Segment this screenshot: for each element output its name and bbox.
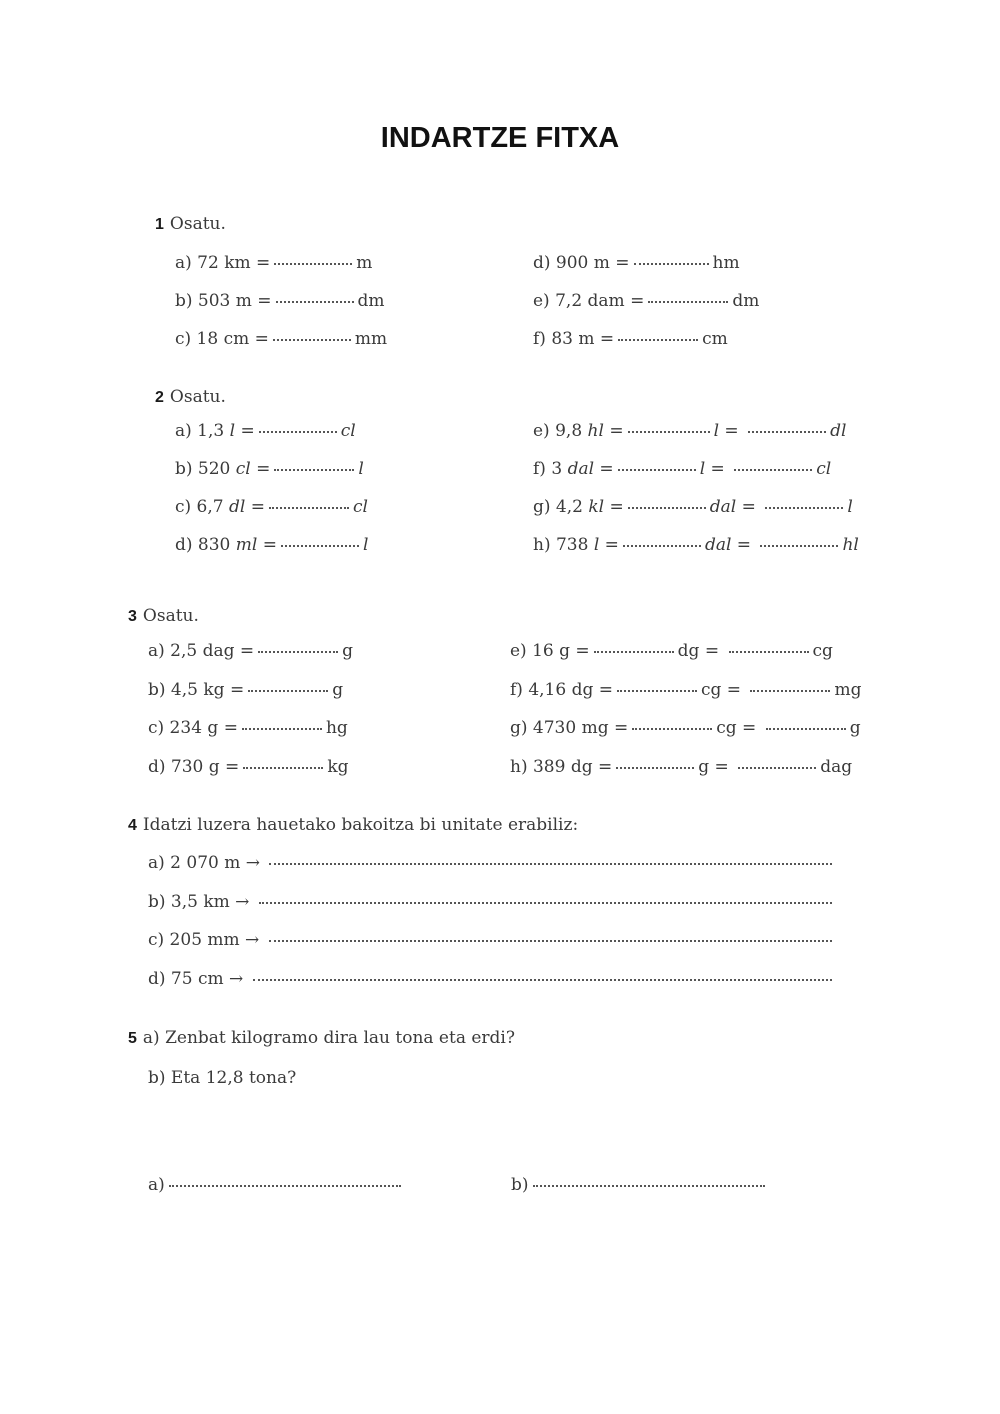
answer-blank[interactable] — [617, 689, 697, 692]
exercise-instruction: Osatu. — [169, 387, 226, 407]
answer-blank[interactable] — [269, 939, 832, 942]
result-unit: hg — [325, 718, 348, 738]
item-unit: kl — [588, 497, 605, 517]
answer-blank[interactable] — [634, 262, 709, 265]
item-label: a) 2 070 m → — [148, 853, 261, 873]
exercise-item — [175, 291, 385, 311]
exercise-item: g) 4730 mg = cg = g — [510, 718, 861, 738]
exercise-instruction: Idatzi luzera hauetako bakoitza bi unitate erabiliz: — [142, 815, 579, 835]
item-unit: dal — [567, 459, 595, 479]
answer-blank[interactable] — [766, 727, 846, 730]
exercise-3-heading — [128, 606, 199, 626]
result-unit: cg — [701, 680, 722, 700]
answer-blank[interactable] — [242, 727, 322, 730]
exercise-item — [533, 253, 740, 273]
answer-blank[interactable] — [269, 506, 349, 509]
result-unit: cm — [702, 329, 728, 349]
answer-blank[interactable] — [533, 1184, 765, 1187]
result-unit: l — [363, 535, 369, 555]
exercise-item — [533, 329, 728, 349]
item-unit: l — [229, 421, 236, 441]
result-unit: g — [342, 641, 354, 661]
exercise-item: c) 6,7 dl = cl — [175, 497, 368, 517]
item-label: a) 72 km = — [175, 253, 271, 273]
exercise-4-heading — [128, 815, 578, 835]
result-unit: dag — [820, 757, 853, 777]
item-label: b) 4,5 kg = — [148, 680, 245, 700]
result-unit: g — [332, 680, 344, 700]
answer-blank[interactable] — [259, 901, 832, 904]
item-label: d) 75 cm → — [148, 969, 244, 989]
item-label: d) 730 g = — [148, 757, 240, 777]
item-unit: l — [593, 535, 600, 555]
answer-blank[interactable] — [623, 544, 701, 547]
answer-blank[interactable] — [258, 650, 338, 653]
item-label: f) 3 — [533, 459, 563, 479]
exercise-item: f) 4,16 dg = cg = mg — [510, 680, 862, 700]
item-unit: ml — [235, 535, 258, 555]
result-unit: l — [699, 459, 706, 479]
answer-line — [511, 1175, 769, 1195]
item-label: e) 9,8 — [533, 421, 583, 441]
exercise-item — [175, 329, 387, 349]
item-label: c) 18 cm = — [175, 329, 269, 349]
result-unit: hl — [842, 535, 859, 555]
result-unit: cg — [716, 718, 737, 738]
exercise-item: f) 3 dal = l = cl — [533, 459, 832, 479]
page-title: INDARTZE FITXA — [380, 122, 620, 154]
result-unit: cl — [816, 459, 832, 479]
answer-blank[interactable] — [734, 468, 812, 471]
exercise-5-question-b: b) Eta 12,8 tona? — [148, 1068, 297, 1088]
answer-blank[interactable] — [243, 766, 323, 769]
item-label: g) 4730 mg = — [510, 718, 629, 738]
item-label: b) 3,5 km → — [148, 892, 250, 912]
answer-blank[interactable] — [648, 300, 728, 303]
exercise-2-heading — [155, 387, 226, 407]
result-unit: dm — [732, 291, 760, 311]
exercise-instruction: a) Zenbat kilogramo dira lau tona eta erdi? — [142, 1028, 515, 1048]
exercise-item: b) 520 cl = l — [175, 459, 364, 479]
answer-blank[interactable] — [616, 766, 694, 769]
answer-blank[interactable] — [618, 338, 698, 341]
result-unit: cl — [340, 421, 356, 441]
exercise-item — [148, 969, 836, 989]
answer-blank[interactable] — [274, 262, 352, 265]
result-unit: cg — [812, 641, 833, 661]
answer-blank[interactable] — [259, 430, 337, 433]
answer-blank[interactable] — [269, 862, 832, 865]
result-unit: dg — [677, 641, 700, 661]
exercise-number: 4 — [128, 817, 137, 834]
exercise-item: e) 16 g = dg = cg — [510, 641, 833, 661]
answer-blank[interactable] — [729, 650, 809, 653]
answer-blank[interactable] — [276, 300, 354, 303]
exercise-item — [533, 291, 759, 311]
exercise-item: a) 1,3 l = cl — [175, 421, 356, 441]
exercise-item — [148, 718, 348, 738]
answer-blank[interactable] — [765, 506, 843, 509]
item-label: h) 389 dg = — [510, 757, 613, 777]
result-unit: mm — [354, 329, 388, 349]
item-label: f) 4,16 dg = — [510, 680, 613, 700]
item-label: c) 6,7 — [175, 497, 224, 517]
item-label: a) 2,5 dag = — [148, 641, 255, 661]
result-unit: dm — [357, 291, 385, 311]
exercise-item: d) 830 ml = l — [175, 535, 369, 555]
answer-blank[interactable] — [738, 766, 816, 769]
exercise-5-heading — [128, 1028, 515, 1048]
item-label: f) 83 m = — [533, 329, 615, 349]
item-label: d) 900 m = — [533, 253, 630, 273]
exercise-item: e) 9,8 hl = l = dl — [533, 421, 847, 441]
result-unit: g — [698, 757, 710, 777]
answer-label: b) — [511, 1175, 529, 1195]
answer-blank[interactable] — [628, 506, 706, 509]
exercise-item: g) 4,2 kl = dal = l — [533, 497, 853, 517]
item-label: e) 16 g = — [510, 641, 590, 661]
answer-blank[interactable] — [281, 544, 359, 547]
answer-blank[interactable] — [594, 650, 674, 653]
result-unit: l — [713, 421, 720, 441]
exercise-number: 1 — [155, 216, 164, 233]
answer-blank[interactable] — [618, 468, 696, 471]
answer-label: a) — [148, 1175, 165, 1195]
item-label: h) 738 — [533, 535, 589, 555]
result-unit: dal — [704, 535, 732, 555]
result-unit: cl — [352, 497, 368, 517]
item-label: c) 234 g = — [148, 718, 238, 738]
answer-blank[interactable] — [274, 468, 354, 471]
exercise-item: h) 389 dg = g = dag — [510, 757, 853, 777]
item-label: e) 7,2 dam = — [533, 291, 645, 311]
exercise-item — [148, 680, 343, 700]
item-label: b) 520 — [175, 459, 231, 479]
result-unit: dl — [830, 421, 847, 441]
answer-blank[interactable] — [273, 338, 351, 341]
result-unit: hm — [712, 253, 740, 273]
answer-blank[interactable] — [628, 430, 710, 433]
item-unit: hl — [587, 421, 604, 441]
result-unit: kg — [327, 757, 349, 777]
exercise-number: 5 — [128, 1030, 137, 1047]
result-unit: m — [356, 253, 373, 273]
answer-blank[interactable] — [632, 727, 712, 730]
exercise-item: h) 738 l = dal = hl — [533, 535, 859, 555]
exercise-number: 3 — [128, 608, 137, 625]
exercise-item — [148, 757, 349, 777]
item-label: a) 1,3 — [175, 421, 225, 441]
answer-blank[interactable] — [750, 689, 830, 692]
exercise-item — [148, 892, 836, 912]
result-unit: dal — [709, 497, 737, 517]
exercise-item — [148, 853, 836, 873]
result-unit: g — [849, 718, 861, 738]
exercise-item — [148, 930, 836, 950]
answer-blank[interactable] — [169, 1184, 401, 1187]
answer-blank[interactable] — [253, 978, 832, 981]
exercise-number: 2 — [155, 389, 164, 406]
item-unit: dl — [229, 497, 246, 517]
exercise-instruction: Osatu. — [142, 606, 199, 626]
result-unit: l — [847, 497, 853, 517]
exercise-1-heading — [155, 214, 226, 234]
answer-blank[interactable] — [748, 430, 826, 433]
answer-blank[interactable] — [248, 689, 328, 692]
item-unit: cl — [235, 459, 251, 479]
answer-blank[interactable] — [760, 544, 838, 547]
result-unit: mg — [834, 680, 862, 700]
item-label: b) 503 m = — [175, 291, 272, 311]
item-label: c) 205 mm → — [148, 930, 260, 950]
exercise-item — [175, 253, 372, 273]
exercise-instruction: Osatu. — [169, 214, 226, 234]
answer-line — [148, 1175, 405, 1195]
item-label: g) 4,2 — [533, 497, 583, 517]
item-label: d) 830 — [175, 535, 231, 555]
exercise-item — [148, 641, 353, 661]
result-unit: l — [358, 459, 364, 479]
